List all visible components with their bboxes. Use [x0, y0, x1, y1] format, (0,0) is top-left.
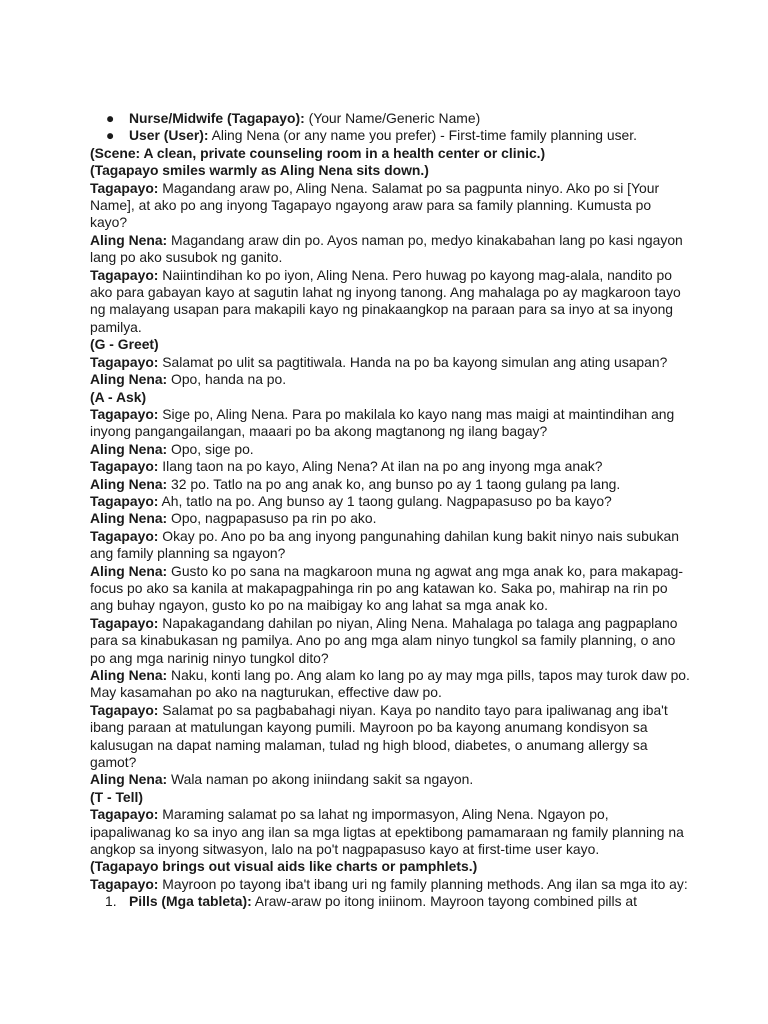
dialogue-line: Tagapayo: Mayroon po tayong iba't ibang uri ng family planning methods. Ang ilan sa mga ito ay: [90, 875, 688, 892]
dialogue-line: Aling Nena: Wala naman po akong iniindang sakit sa ngayon. [90, 771, 474, 788]
list-item-text: Araw-araw po itong iniinom. Mayroon tayong combined pills at [251, 893, 637, 910]
scene-direction: (Scene: A clean, private counseling room in a health center or clinic.) [90, 144, 546, 161]
section-heading-ask: (A - Ask) [90, 388, 147, 405]
bullet-item-nurse [90, 110, 690, 127]
stage-direction: (Tagapayo brings out visual aids like charts or pamphlets.) [90, 858, 478, 875]
bullet-marker: ● [106, 110, 115, 126]
dialogue-line: Tagapayo: Sige po, Aling Nena. Para po makilala ko kayo nang mas maigi at maintindihan ang inyong pangangailangan, maaari po ba akong magtanong ng ilang bagay? [90, 405, 675, 440]
dialogue-line: Tagapayo: Salamat po sa pagbabahagi niyan. Kaya po nandito tayo para ipaliwanag ang iba't ibang paraan at matulungan kayong pumili. Mayroon po ba kayong anumang kondisyon sa kalusugan na dapat naming malaman, tulad ng high blood, diabetes, o anumang allergy sa gamot? [90, 701, 668, 771]
dialogue-line: Tagapayo: Naiintindihan ko po iyon, Aling Nena. Pero huwag po kayong mag-alala, nandito po ako para gabayan kayo at sagutin lahat ng inyong tanong. Ang mahalaga po ay magkaroon tayo ng malayang usapan para makapili kayo ng pinakaangkop na paraan para sa inyo at sa inyong pamilya. [90, 266, 681, 335]
bullet-text: Aling Nena (or any name you prefer) - First-time family planning user. [208, 127, 637, 144]
dialogue-line: Aling Nena: 32 po. Tatlo na po ang anak ko, ang bunso po ay 1 taong gulang pa lang. [90, 475, 621, 492]
dialogue-line: Tagapayo: Ah, tatlo na po. Ang bunso ay 1 taong gulang. Nagpapasuso po ba kayo? [90, 492, 612, 509]
dialogue-line: Tagapayo: Maraming salamat po sa lahat ng impormasyon, Aling Nena. Ngayon po, ipapaliwanag ko sa inyo ang ilan sa mga ligtas at epektibong pamamaraan ng family planning na angkop sa inyong sitwasyon, lalo na po't nagpapasuso kayo at first-time user kayo. [90, 806, 684, 858]
document-body [90, 110, 690, 911]
dialogue-line: Tagapayo: Okay po. Ano po ba ang inyong pangunahing dahilan kung bakit ninyo nais subukan ang family planning sa ngayon? [90, 527, 679, 562]
dialogue-line: Tagapayo: Magandang araw po, Aling Nena. Salamat po sa pagpunta ninyo. Ako po si [Your Name], at ako po ang inyong Tagapayo ngayong araw para sa family planning. Kumusta po kayo? [90, 179, 660, 231]
list-item-label: Pills (Mga tableta): [129, 893, 252, 910]
dialogue-line: Aling Nena: Gusto ko po sana na magkaroon muna ng agwat ang mga anak ko, para makapag-focus po ako sa kanila at makapagpahinga rin po ang katawan ko. Saka po, mahirap na rin po ang buhay ngayon, gusto ko po na maibigay ko ang lahat sa mga anak ko. [90, 562, 683, 614]
dialogue-line: Aling Nena: Naku, konti lang po. Ang alam ko lang po ay may mga pills, tapos may turok daw po. May kasamahan po ako na nagturukan, effective daw po. [90, 667, 690, 701]
bullet-label: User (User): [129, 127, 209, 144]
bullet-text: (Your Name/Generic Name) [304, 110, 481, 126]
dialogue-line: Aling Nena: Opo, nagpapasuso pa rin po ako. [90, 510, 377, 527]
bullet-label: Nurse/Midwife (Tagapayo): [129, 110, 305, 126]
section-heading-greet: (G - Greet) [90, 336, 159, 353]
dialogue-line: Aling Nena: Opo, handa na po. [90, 371, 287, 388]
stage-direction: (Tagapayo smiles warmly as Aling Nena sits down.) [90, 162, 429, 179]
bullet-item-user [90, 127, 690, 144]
dialogue-line: Aling Nena: Opo, sige po. [90, 440, 254, 457]
dialogue-line: Tagapayo: Salamat po ulit sa pagtitiwala. Handa na po ba kayong simulan ang ating usapan? [90, 353, 668, 370]
section-heading-tell: (T - Tell) [90, 788, 143, 805]
dialogue-line: Tagapayo: Ilang taon na po kayo, Aling Nena? At ilan na po ang inyong mga anak? [90, 458, 603, 475]
dialogue-line: Aling Nena: Magandang araw din po. Ayos naman po, medyo kinakabahan lang po kasi ngayon lang po ako susubok ng ganito. [90, 231, 683, 266]
bullet-marker: ● [106, 127, 115, 144]
dialogue-line: Tagapayo: Napakagandang dahilan po niyan, Aling Nena. Mahalaga po talaga ang pagpaplano para sa kinabukasan ng pamilya. Ano po ang mga alam ninyo tungkol sa family planning, o ano po ang mga narinig ninyo tungkol dito? [90, 614, 678, 666]
numbered-item-pills [90, 893, 690, 910]
list-number: 1. [105, 893, 117, 910]
